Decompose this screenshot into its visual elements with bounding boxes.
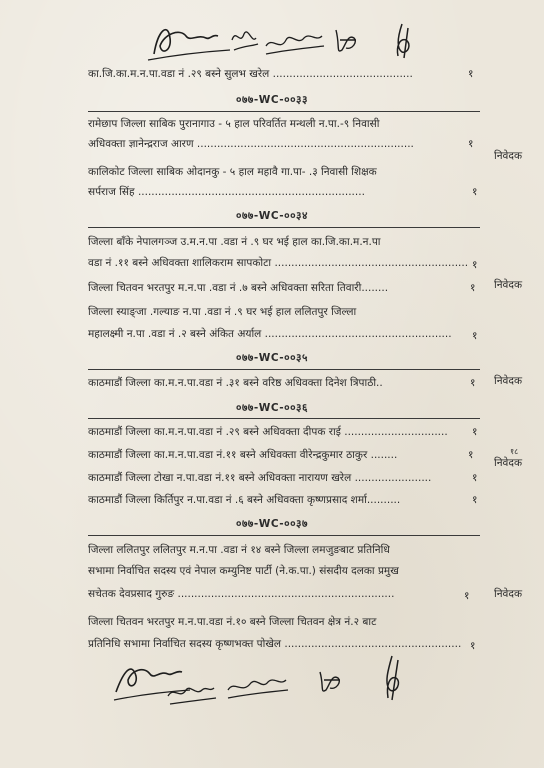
case-number: ०७७-WC-००३४ xyxy=(236,210,308,222)
divider xyxy=(88,111,480,112)
top-signatures xyxy=(140,16,440,66)
entry-count: १ xyxy=(472,259,478,271)
entry-line: काठमाडौं जिल्ला का.म.न.पा.वडा नं .२९ बस्ने अधिवक्ता दीपक राई ............................... xyxy=(88,426,448,438)
entry-line: सभामा निर्वाचित सदस्य एवं नेपाल कम्युनिष्ट पार्टी (ने.क.पा.) संसदीय दलका प्रमुख xyxy=(88,565,399,577)
entry-line: सर्पराज सिंह .................................................................... xyxy=(88,186,365,198)
entry-count: १ xyxy=(468,68,474,80)
entry-line: काठमाडौं जिल्ला टोखा न.पा.वडा नं.११ बस्ने अधिवक्ता नारायण खरेल ....................... xyxy=(88,472,432,484)
entry-count: १ xyxy=(472,330,478,342)
entry-count: १ xyxy=(472,426,478,438)
petitioner-label: निवेदक xyxy=(494,457,523,469)
entry-count: १ xyxy=(470,640,476,652)
entry-line: कालिकोट जिल्ला साबिक ओदानकु - ५ हाल महावै गा.पा- .३ निवासी शिक्षक xyxy=(88,166,377,178)
entry-line: अधिवक्ता ज्ञानेन्द्रराज आरण ................................................................. xyxy=(88,138,414,150)
case-number: ०७७-WC-००३६ xyxy=(236,402,308,414)
case-number: ०७७-WC-००३३ xyxy=(236,94,308,106)
entry-line: महालक्ष्मी न.पा .वडा नं .२ बस्ने अंकित अर्याल ........................................................ xyxy=(88,328,452,340)
entry-line: जिल्ला बाँके नेपालगञ्ज उ.म.न.पा .वडा नं .९ घर भई हाल का.जि.का.म.न.पा xyxy=(88,236,381,248)
entry-line: काठमाडौं जिल्ला किर्तिपुर न.पा.वडा नं .६ बस्ने अधिवक्ता कृष्णप्रसाद शर्मा.......... xyxy=(88,494,401,506)
petitioner-label: निवेदक xyxy=(494,150,523,162)
margin-mark: १८ xyxy=(510,447,519,456)
entry-count: १ xyxy=(472,472,478,484)
entry-count: १ xyxy=(464,590,470,602)
entry-count: १ xyxy=(472,186,478,198)
bottom-signatures xyxy=(110,650,430,710)
entry-count: १ xyxy=(468,138,474,150)
entry-line: वडा नं .११ बस्ने अधिवक्ता शालिकराम सापकोटा .......................................................... xyxy=(88,257,469,269)
case-number: ०७७-WC-००३५ xyxy=(236,352,308,364)
divider xyxy=(88,418,480,419)
petitioner-label: निवेदक xyxy=(494,588,523,600)
case-number: ०७७-WC-००३७ xyxy=(236,518,308,530)
entry-count: १ xyxy=(470,282,476,294)
entry-line: का.जि.का.म.न.पा.वडा नं .२९ बस्ने सुलभ खरेल .......................................... xyxy=(88,68,413,80)
entry-line: रामेछाप जिल्ला साबिक पुरानागाउ - ५ हाल परिवर्तित मन्थली न.पा.-९ निवासी xyxy=(88,118,380,130)
petitioner-label: निवेदक xyxy=(494,375,523,387)
entry-line: जिल्ला ललितपुर ललितपुर म.न.पा .वडा नं १४ बस्ने जिल्ला लमजुङबाट प्रतिनिधि xyxy=(88,544,390,556)
entry-count: १ xyxy=(468,449,474,461)
entry-line: जिल्ला चितवन भरतपुर म.न.पा.वडा नं.१० बस्ने जिल्ला चितवन क्षेत्र नं.२ बाट xyxy=(88,616,377,628)
entry-count: १ xyxy=(470,377,476,389)
entry-line: सचेतक देवप्रसाद गुरुङ ................................................................. xyxy=(88,588,395,600)
entry-count: १ xyxy=(472,494,478,506)
entry-line: काठमाडौं जिल्ला का.म.न.पा.वडा नं.११ बस्ने अधिवक्ता वीरेन्द्रकुमार ठाकुर ........ xyxy=(88,449,398,461)
petitioner-label: निवेदक xyxy=(494,279,523,291)
entry-line: जिल्ला स्याङ्जा .गल्याङ न.पा .वडा नं .९ घर भई हाल ललितपुर जिल्ला xyxy=(88,306,357,318)
entry-line: जिल्ला चितवन भरतपुर म.न.पा .वडा नं .७ बस्ने अधिवक्ता सरिता तिवारी........ xyxy=(88,282,389,294)
divider xyxy=(88,535,480,536)
entry-line: प्रतिनिधि सभामा निर्वाचित सदस्य कृष्णभक्त पोखेल ..................................................... xyxy=(88,638,462,650)
entry-line: काठमाडौं जिल्ला का.म.न.पा.वडा नं .३१ बस्ने वरिष्ठ अधिवक्ता दिनेश त्रिपाठी.. xyxy=(88,377,383,389)
divider xyxy=(88,227,480,228)
divider xyxy=(88,369,480,370)
